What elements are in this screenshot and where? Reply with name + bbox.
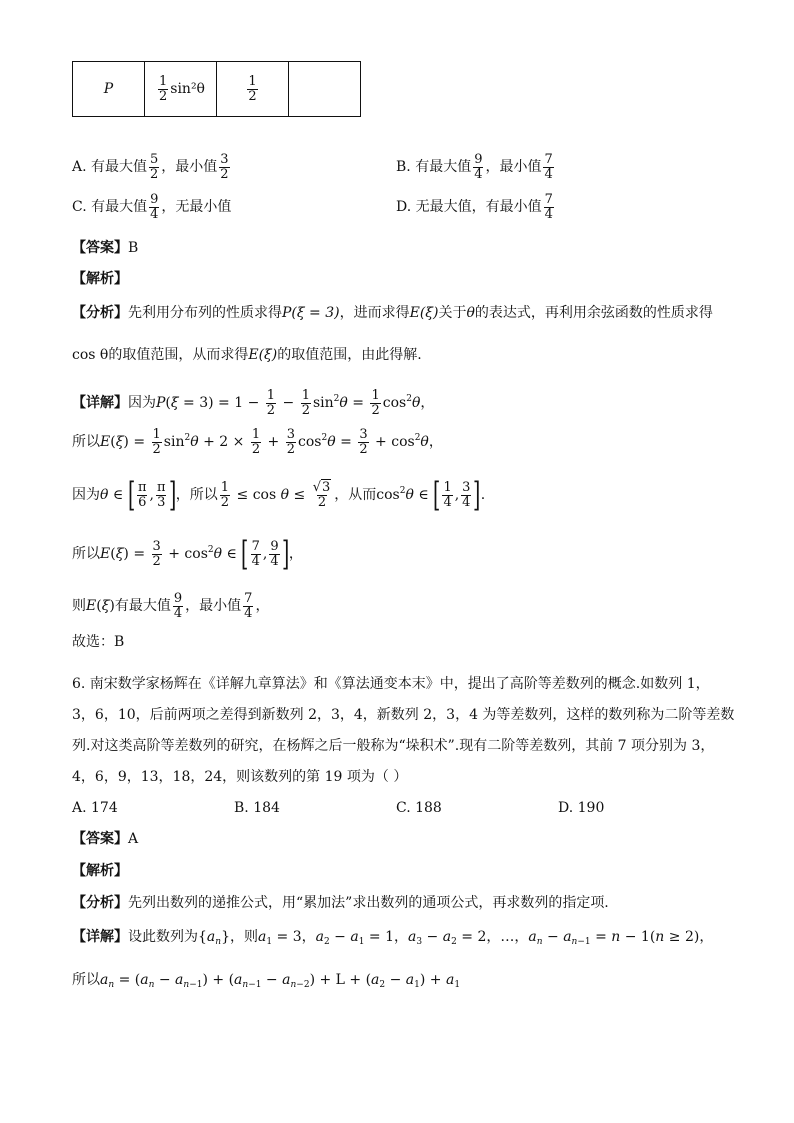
q6-option-b: B. 184	[234, 800, 280, 816]
q6-line-3: 列.对这类高阶等差数列的研究，在杨辉之后一般称为“垛积术”.现有二阶等差数列，其前 7 项分别为 3，	[72, 738, 715, 754]
detail-line-3: 因为θ ∈ [ $\frac{\pi}{6}$ , $\frac{\pi}{3}$ ]，所以 $\frac{1}{2}$ ≤ cos θ ≤ $\frac{√3}{2}$ ，从而$\cos^2\theta$ ∈ [ $\frac{1}{4}$ , $\frac{3}{4}$ ].	[72, 475, 486, 515]
q6-line-1: 6. 南宋数学家杨辉在《详解九章算法》和《算法通变本末》中，提出了高阶等差数列的概念.如数列 1，	[72, 676, 710, 692]
table-row-label: P	[103, 81, 114, 97]
q6-analysis-label: 【解析】	[72, 863, 128, 879]
detail-line-4: 所以E(ξ) = $\frac{3}{2}$ + $\cos^2\theta$ ∈ [ $\frac{7}{4}$ , $\frac{9}{4}$ ]，	[72, 534, 303, 574]
analysis-label: 【解析】	[72, 271, 128, 287]
option-b: B. 有最大值 $\frac{9}{4}$ ，最小值 $\frac{7}{4}$	[396, 152, 553, 182]
table-cell-empty	[289, 62, 361, 117]
q6-line-2: 3，6，10，后前两项之差得到新数列 2，3，4，新数列 2，3，4 为等差数列，这样的数列称为二阶等差数	[72, 707, 735, 723]
q6-fenxi: 【分析】先列出数列的递推公式，用“累加法”求出数列的通项公式，再求数列的指定项.	[72, 895, 609, 911]
option-a: A. 有最大值 $\frac{5}{2}$ ，最小值 $\frac{3}{2}$	[72, 152, 229, 182]
q6-detail-line-1: 【详解】设此数列为$\{a_n\}$，则$a_1 = 3$，$a_2 - a_1 = 1$，$a_3 - a_2 = 2$，…，$a_n - a_{n-1} = n - 1(n \ge 2)$，	[72, 929, 714, 947]
option-d: D. 无最大值，有最小值 $\frac{7}{4}$	[396, 192, 553, 222]
fraction: $\frac{1}{2}$	[158, 73, 168, 104]
distribution-table	[72, 61, 361, 117]
table-cell-sin	[145, 62, 217, 117]
q6-option-c: C. 188	[396, 800, 442, 816]
table-cell-half	[217, 62, 289, 117]
detail-line-2: 所以E(ξ) = $\frac{1}{2}$ $\sin^2\theta + 2$ × $\frac{1}{2}$ + $\frac{3}{2}$ $\cos^2\theta$ = $\frac{3}{2}$ + $\cos^2\theta$，	[72, 427, 443, 457]
answer-line: 【答案】B	[72, 240, 139, 256]
q6-option-d: D. 190	[558, 800, 605, 816]
option-c: C. 有最大值 $\frac{9}{4}$ ，无最小值	[72, 192, 232, 222]
detail-line-1: 【详解】因为P(ξ = 3) = 1 − $\frac{1}{2}$ − $\frac{1}{2}$ $\sin^2\theta$ = $\frac{1}{2}$ $\cos^2\theta$，	[72, 388, 435, 418]
q6-line-4: 4，6，9，13，18，24，则该数列的第 19 项为（ ）	[72, 769, 408, 785]
fenxi-line-1: 【分析】先利用分布列的性质求得P(ξ = 3)，进而求得E(ξ)关于θ的表达式，再利用余弦函数的性质求得	[72, 305, 713, 321]
q6-option-a: A. 174	[72, 800, 118, 816]
fraction: $\frac{1}{2}$	[248, 73, 257, 104]
q6-answer-line: 【答案】A	[72, 831, 139, 847]
sin-expression: sin²θ	[170, 81, 205, 97]
table-cell-label	[73, 62, 145, 117]
fenxi-line-2: cos θ的取值范围，从而求得E(ξ)的取值范围，由此得解.	[72, 347, 422, 363]
q6-detail-line-2: 所以$a_n = (a_n - a_{n-1}) + (a_{n-1} - a_{n-2}) + L + (a_2 - a_1) + a_1$	[72, 972, 461, 990]
choose-line: 故选：B	[72, 634, 125, 650]
detail-line-5: 则E(ξ)有最大值 $\frac{9}{4}$ ，最小值 $\frac{7}{4}$ ，	[72, 591, 270, 621]
